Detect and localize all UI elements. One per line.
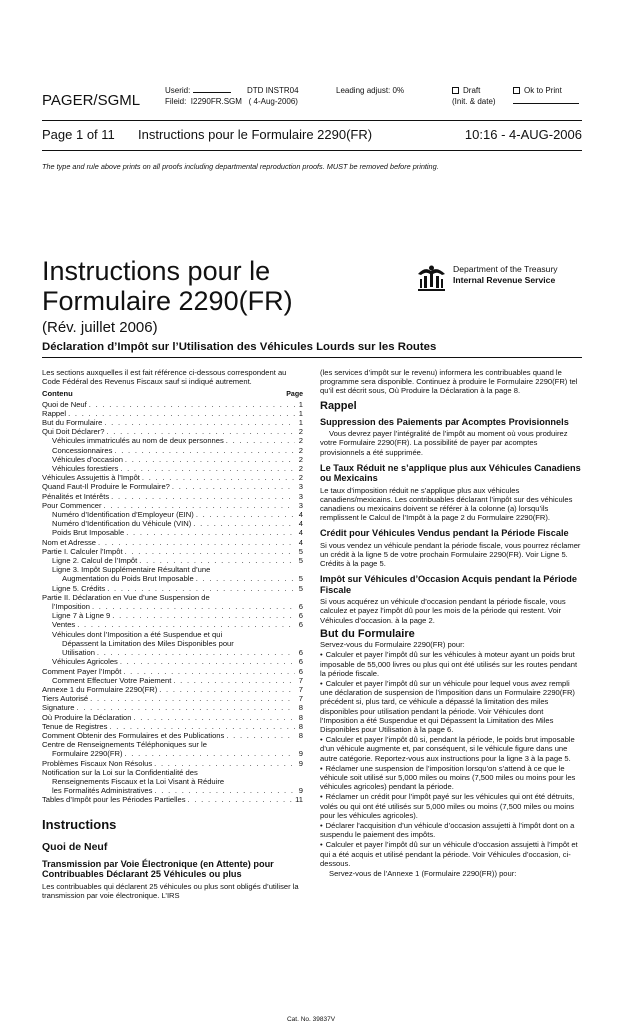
toc-entry-page: 9 (298, 786, 303, 796)
toc-leader-dots (196, 574, 295, 583)
toc-entry-label: Où Produire la Déclaration (42, 712, 132, 722)
init-date-label: (Init. & date) (452, 97, 496, 106)
toc-leader-dots (142, 473, 295, 482)
toc-entry-page: 5 (298, 574, 303, 584)
toc-entry-page: 8 (298, 712, 303, 722)
instructions-heading: Instructions (42, 816, 117, 832)
toc-entry-page: 9 (298, 749, 303, 759)
irs-eagle-logo-icon (415, 262, 448, 292)
toc-leader-dots (133, 713, 295, 722)
draft-label: Draft (463, 86, 481, 95)
toc-entry-label: Comment Obtenir des Formulaires et des Publications (42, 730, 225, 740)
toc-leader-dots (226, 731, 295, 740)
toc-entry[interactable] (42, 409, 303, 418)
toc-entry-continued: Centre de Renseignements Téléphoniques sur le (42, 740, 207, 750)
revision-date: (Rév. juillet 2006) (42, 319, 158, 336)
toc-entry-label: Problèmes Fiscaux Non Résolus (42, 758, 153, 768)
toc-entry-page: 1 (298, 399, 303, 409)
toc-leader-dots (120, 464, 295, 473)
toc-entry-page: 4 (298, 510, 303, 520)
toc-entry[interactable] (42, 400, 303, 409)
toc-entry-label: Utilisation (62, 648, 95, 658)
toc-entry-label: Poids Brut Imposable (52, 528, 125, 538)
draft-block (452, 85, 496, 107)
toc-entry-page: 5 (298, 546, 303, 556)
toc-leader-dots (188, 795, 294, 804)
toc-entry[interactable] (42, 427, 303, 436)
header-rule-top (42, 120, 582, 121)
toc-entry[interactable] (42, 501, 303, 510)
toc-entry[interactable] (42, 547, 303, 556)
page-info-line (42, 127, 582, 142)
toc-entry-label: Annexe 1 du Formulaire 2290(FR) (42, 684, 158, 694)
toc-leader-dots (226, 436, 295, 445)
toc-leader-dots (106, 427, 295, 436)
catalog-number: Cat. No. 39837V (286, 1016, 336, 1023)
toc-entry[interactable] (42, 657, 303, 666)
toc-entry[interactable] (42, 510, 303, 519)
but-bullet-5: • Réclamer un crédit pour l’impôt payé sur les véhicules qui ont été détruits, volés ou qui ont été utilisés sur 5,000 miles ou moins (7,500 miles ou moins pour les véhicules agricoles). (320, 792, 582, 820)
ok-block (513, 85, 579, 107)
fileid-label: Fileid: (165, 97, 187, 106)
toc-entry-continued: Renseignements Fiscaux et la Loi Visant à Réduire (52, 776, 225, 786)
toc-entry[interactable] (42, 611, 303, 620)
toc-entry[interactable] (42, 418, 303, 427)
toc-entry-page: 6 (298, 648, 303, 658)
userid-label: Userid: (165, 86, 191, 95)
toc-entry[interactable] (42, 446, 303, 455)
toc-entry-page: 5 (298, 556, 303, 566)
toc-entry[interactable] (42, 795, 303, 804)
toc-entry[interactable] (42, 473, 303, 482)
toc-entry[interactable] (42, 574, 303, 583)
toc-entry-page: 6 (298, 657, 303, 667)
toc-entry[interactable] (42, 538, 303, 547)
toc-leader-dots (109, 722, 295, 731)
toc-leader-dots (77, 620, 295, 629)
toc-entry[interactable] (42, 759, 303, 768)
toc-entry[interactable] (42, 436, 303, 445)
toc-entry-page: 2 (298, 473, 303, 483)
toc-entry[interactable] (42, 584, 303, 593)
toc-entry-label: Concessionnaires (52, 445, 113, 455)
toc-entry-label: Tiers Autorisé (42, 694, 89, 704)
toc-entry[interactable] (42, 648, 303, 657)
transmission-heading: Transmission par Voie Électronique (en Attente) pour Contribuables Déclarant 25 Véhicules ou plus (42, 858, 274, 880)
toc-leader-dots (120, 657, 295, 666)
toc-entry[interactable] (42, 703, 303, 712)
toc-entry-page: 6 (298, 666, 303, 676)
toc-leader-dots (114, 446, 295, 455)
toc-leader-dots (159, 685, 295, 694)
toc-entry[interactable] (42, 713, 303, 722)
toc-entry-page: 2 (298, 445, 303, 455)
toc-entry-page: 2 (298, 464, 303, 474)
toc-entry-page: 8 (298, 703, 303, 713)
toc-entry-page: 6 (298, 620, 303, 630)
toc-leader-dots (193, 519, 295, 528)
toc-entry[interactable] (42, 482, 303, 491)
header-rule-bottom (42, 150, 582, 151)
occasion-heading: Impôt sur Véhicules d’Occasion Acquis pendant la Période Fiscale (320, 574, 577, 595)
toc-entry[interactable] (42, 602, 303, 611)
toc-entry-continued: Véhicules dont l’Imposition a été Suspendue et qui (52, 629, 223, 639)
annexe-intro: Servez-vous de l’Annexe 1 (Formulaire 2290(FR)) pour: (329, 868, 517, 878)
toc-entry-continued: Notification sur la Loi sur la Confidentialité des (42, 767, 198, 777)
left-column (42, 368, 303, 901)
toc-leader-dots (125, 547, 295, 556)
toc-leader-dots (97, 648, 295, 657)
toc-entry-page: 1 (298, 408, 303, 418)
toc-entry-label: Ventes (52, 620, 76, 630)
toc-leader-dots (173, 676, 295, 685)
toc-entry[interactable] (42, 786, 303, 795)
toc-entry-label: But du Formulaire (42, 418, 103, 428)
toc-entry-label: Nom et Adresse (42, 537, 97, 547)
toc-entry-label: Tenue de Registres (42, 721, 108, 731)
toc-header (42, 389, 303, 399)
toc-entry-label: Véhicules immatriculés au nom de deux personnes (52, 436, 224, 446)
toc-entry-label: Véhicules d’occasion (52, 454, 123, 464)
toc-entry-continued: Partie II. Déclaration en Vue d’une Suspension de (42, 592, 210, 602)
toc-entry-label: Ligne 7 à Ligne 9 (52, 611, 111, 621)
toc-entry[interactable] (42, 676, 303, 685)
toc-entry[interactable] (42, 685, 303, 694)
fileid-value: I2290FR.SGM (190, 97, 242, 106)
toc-entry-page: 2 (298, 454, 303, 464)
toc-entry[interactable] (42, 722, 303, 731)
rappel-heading: Rappel (320, 399, 357, 412)
leading-adjust: Leading adjust: 0% (336, 86, 405, 95)
toc-entry-page: 5 (298, 583, 303, 593)
toc-entry-page: 7 (298, 684, 303, 694)
toc-entry[interactable] (42, 694, 303, 703)
toc-entry-label: Quand Faut-Il Produire le Formulaire? (42, 482, 170, 492)
title-line-1: Instructions pour le (42, 256, 271, 286)
toc-leader-dots (126, 528, 295, 537)
toc-entry-label: Pour Commencer (42, 500, 102, 510)
toc-leader-dots (107, 584, 295, 593)
document-title (42, 256, 293, 316)
taux-reduit-text: Le taux d’imposition réduit ne s’applique plus aux véhicules canadiens/mexicains. Les contribuables déclarant l’impôt sur des véhicules canadiens ou mexicains doivent se référer à la colonne (a) lorsqu’ils remplissent le Calcul de l’Impôt à la page 2 du Formulaire 2290(FR). (320, 485, 573, 523)
quoi-de-neuf-heading: Quoi de Neuf (42, 840, 108, 853)
title-line-2: Formulaire 2290(FR) (42, 286, 293, 316)
toc-leader-dots (123, 667, 295, 676)
toc-entry-page: 11 (295, 795, 303, 805)
toc-entry-label: Ligne 5. Crédits (52, 583, 106, 593)
suppression-text: Vous devrez payer l’intégralité de l’impôt au moment où vous produirez votre Formulaire 2290(FR). La possibilité de payer par acomptes provisionnels a été supprimée. (320, 429, 568, 457)
but-intro: Servez-vous du Formulaire 2290(FR) pour: (320, 640, 465, 650)
toc-entry-label: Numéro d’Identification du Véhicule (VIN) (52, 519, 192, 529)
toc-leader-dots (90, 694, 295, 703)
toc-leader-dots (172, 482, 295, 491)
irs-name: Internal Revenue Service (453, 275, 556, 285)
toc-leader-dots (125, 455, 295, 464)
page-doc-title: Instructions pour le Formulaire 2290(FR) (138, 127, 373, 142)
toc-entry-page: 3 (298, 482, 303, 492)
toc-leader-dots (154, 759, 295, 768)
toc-leader-dots (196, 510, 295, 519)
file-date: ( 4-Aug-2006) (248, 97, 298, 106)
toc-title: Contenu (42, 389, 73, 399)
document-subtitle: Déclaration d’Impôt sur l’Utilisation des Véhicules Lourds sur les Routes (42, 341, 437, 353)
but-bullet-7: • Calculer et payer l’impôt dû sur un véhicule d’occasion assujetti à l’impôt et qui a été acquis et utilisé pendant la période. Voir Véhicules d’occasion, ci-dessous. (320, 840, 582, 868)
toc-leader-dots (104, 418, 295, 427)
page-number: Page 1 of 11 (42, 127, 115, 142)
but-bullet-1: • Calculer et payer l’impôt dû sur les véhicules à moteur ayant un poids brut imposable de 55,000 livres ou plus qui ont été utilisés sur les routes pendant la période fiscale. (320, 650, 582, 678)
toc-entry-label: Comment Effectuer Votre Paiement (52, 675, 172, 685)
toc-entry[interactable] (42, 455, 303, 464)
toc-leader-dots (154, 786, 295, 795)
but-heading: But du Formulaire (320, 627, 415, 640)
toc-entry-page: 3 (298, 491, 303, 501)
toc-entry-label: Numéro d’Identification d’Employeur (EIN) (52, 510, 194, 520)
toc-entry-label: Véhicules Assujettis à l’Impôt (42, 473, 140, 483)
toc-entry-label: Tables d’Impôt pour les Périodes Partielles (42, 795, 186, 805)
right-column (320, 368, 582, 879)
toc-entry[interactable] (42, 731, 303, 740)
proof-note: The type and rule above prints on all proofs including departmental reproduction proofs. MUST be removed before printing. (42, 162, 439, 171)
toc-entry[interactable] (42, 464, 303, 473)
toc-entry-page: 6 (298, 602, 303, 612)
ok-to-print-checkbox[interactable] (513, 87, 520, 94)
toc-entry-page: 2 (298, 436, 303, 446)
but-bullet-2: • Calculer et payer l’impôt dû sur un véhicule pour lequel vous avez rempli une déclaration de suspension de l’imposition dans un Formulaire 2290(FR) précédent si, plus tard, ce véhicule a dépassé la limitation des miles disponibles pour utilisation pendant la période. Voir Véhicules dont l’Imposition a été Suspendue et qui Dépassent la Limitation des Miles Disponibles pour Utilisation à la page 6. (320, 679, 582, 734)
toc-entry[interactable] (42, 749, 303, 758)
toc-page-header: Page (286, 391, 303, 399)
toc-entry-page: 8 (298, 730, 303, 740)
toc-entry[interactable] (42, 667, 303, 676)
electronic-filing-continued: (les services d’impôt sur le revenu) informera les contribuables quand le programme sera disponible. Continuez à produire le Formulaire 2290(FR) tel qu’il est décrit sous, Où Produire la Déclaration à la page 8. (320, 368, 578, 396)
toc-entry[interactable] (42, 556, 303, 565)
but-bullet-6: • Déclarer l’acquisition d’un véhicule d’occasion assujetti à l’impôt dont on a suspendu le paiement des impôts. (320, 821, 582, 839)
but-bullet-4: • Réclamer une suspension de l’imposition lorsqu’on s’attend à ce que le véhicule soit utilisé sur 5,000 miles ou moins (7,500 miles ou moins pour les véhicules agricoles) pendant la période. (320, 764, 582, 792)
toc-entry-label: Signature (42, 703, 75, 713)
taux-reduit-heading: Le Taux Réduit ne s’applique plus aux Véhicules Canadiens ou Mexicains (320, 462, 581, 484)
suppression-heading: Suppression des Paiements par Acomptes Provisionnels (320, 416, 569, 427)
toc-entry-page: 6 (298, 611, 303, 621)
transmission-text: Les contribuables qui déclarent 25 véhicules ou plus sont obligés d’utiliser la transmission par voie électronique. L’IRS (42, 881, 299, 900)
toc-entry-continued: Dépassent la Limitation des Miles Disponibles pour (62, 638, 234, 648)
toc-entry[interactable] (42, 519, 303, 528)
intro-text: Les sections auxquelles il est fait référence ci-dessous correspondent au Code Fédéral des Revenus Fiscaux sauf si indiqué autrement. (42, 368, 287, 387)
toc-leader-dots (111, 492, 295, 501)
toc-entry-label: Véhicules forestiers (52, 464, 119, 474)
toc-entry-page: 1 (298, 418, 303, 428)
title-rule (42, 357, 582, 358)
credit-text: Si vous vendez un véhicule pendant la période fiscale, vous pourrez réclamer un crédit à la ligne 5 de votre prochain Formulaire 2290(FR). Voir Ligne 5. Crédits à la page 5. (320, 540, 581, 569)
page-timestamp: 10:16 - 4-AUG-2006 (464, 127, 582, 142)
credit-heading: Crédit pour Véhicules Vendus pendant la Période Fiscale (320, 528, 569, 539)
draft-checkbox[interactable] (452, 87, 459, 94)
toc-entry-label: Qui Doit Déclarer? (42, 427, 105, 437)
toc-entry[interactable] (42, 528, 303, 537)
dtd-label: DTD INSTR04 (247, 86, 299, 95)
toc-entry-continued: Ligne 3. Impôt Supplémentaire Résultant d’une (52, 565, 211, 575)
toc-leader-dots (104, 501, 295, 510)
toc-leader-dots (98, 538, 295, 547)
toc-entry[interactable] (42, 492, 303, 501)
toc-entry-label: Véhicules Agricoles (52, 657, 118, 667)
toc-entry[interactable] (42, 620, 303, 629)
table-of-contents (42, 400, 303, 805)
toc-entry-page: 8 (298, 721, 303, 731)
toc-leader-dots (92, 602, 295, 611)
toc-entry-page: 2 (298, 427, 303, 437)
toc-entry-label: l’Imposition (52, 602, 90, 612)
occasion-text: Si vous acquérez un véhicule d’occasion pendant la période fiscale, vous calculez et payez l’impôt dû pour les mois de la période qui restent. Voir Véhicules d’occasion. à la page 2. (320, 597, 566, 625)
toc-entry-page: 3 (298, 500, 303, 510)
toc-entry-label: Augmentation du Poids Brut Imposable (62, 574, 194, 584)
agency-block (415, 262, 558, 292)
toc-entry-label: Ligne 2. Calcul de l’Impôt (52, 556, 138, 566)
toc-leader-dots (139, 556, 295, 565)
toc-entry-page: 4 (298, 537, 303, 547)
toc-leader-dots (68, 409, 295, 418)
toc-entry-label: Formulaire 2290(FR) (52, 749, 123, 759)
toc-entry-label: les Formalités Administratives (52, 786, 153, 796)
toc-leader-dots (112, 611, 295, 620)
toc-entry-label: Pénalités et Intérêts (42, 491, 110, 501)
toc-entry-page: 7 (298, 694, 303, 704)
toc-entry-page: 7 (298, 675, 303, 685)
toc-leader-dots (77, 703, 295, 712)
toc-entry-label: Quoi de Neuf (42, 399, 87, 409)
userid-blank (193, 86, 231, 93)
toc-leader-dots (89, 400, 295, 409)
toc-leader-dots (124, 749, 295, 758)
pager-sgml-label: PAGER/SGML (42, 92, 141, 109)
but-bullet-3: • Calculer et payer l’impôt dû si, pendant la période, le poids brut imposable d’un véhicule augmente et, par conséquent, si le véhicule figure dans une autre catégorie. Reportez-vous aux instructions pour la ligne 3 à la page 5. (320, 735, 582, 763)
ok-to-print-label: Ok to Print (524, 86, 562, 95)
toc-entry-label: Partie I. Calculer l’Impôt (42, 546, 123, 556)
toc-entry-page: 4 (298, 519, 303, 529)
init-date-blank (513, 97, 579, 104)
toc-entry-page: 9 (298, 758, 303, 768)
treasury-dept: Department of the Treasury (453, 264, 558, 274)
toc-entry-page: 4 (298, 528, 303, 538)
toc-entry-label: Comment Payer l’Impôt (42, 666, 122, 676)
toc-entry-label: Rappel (42, 408, 67, 418)
